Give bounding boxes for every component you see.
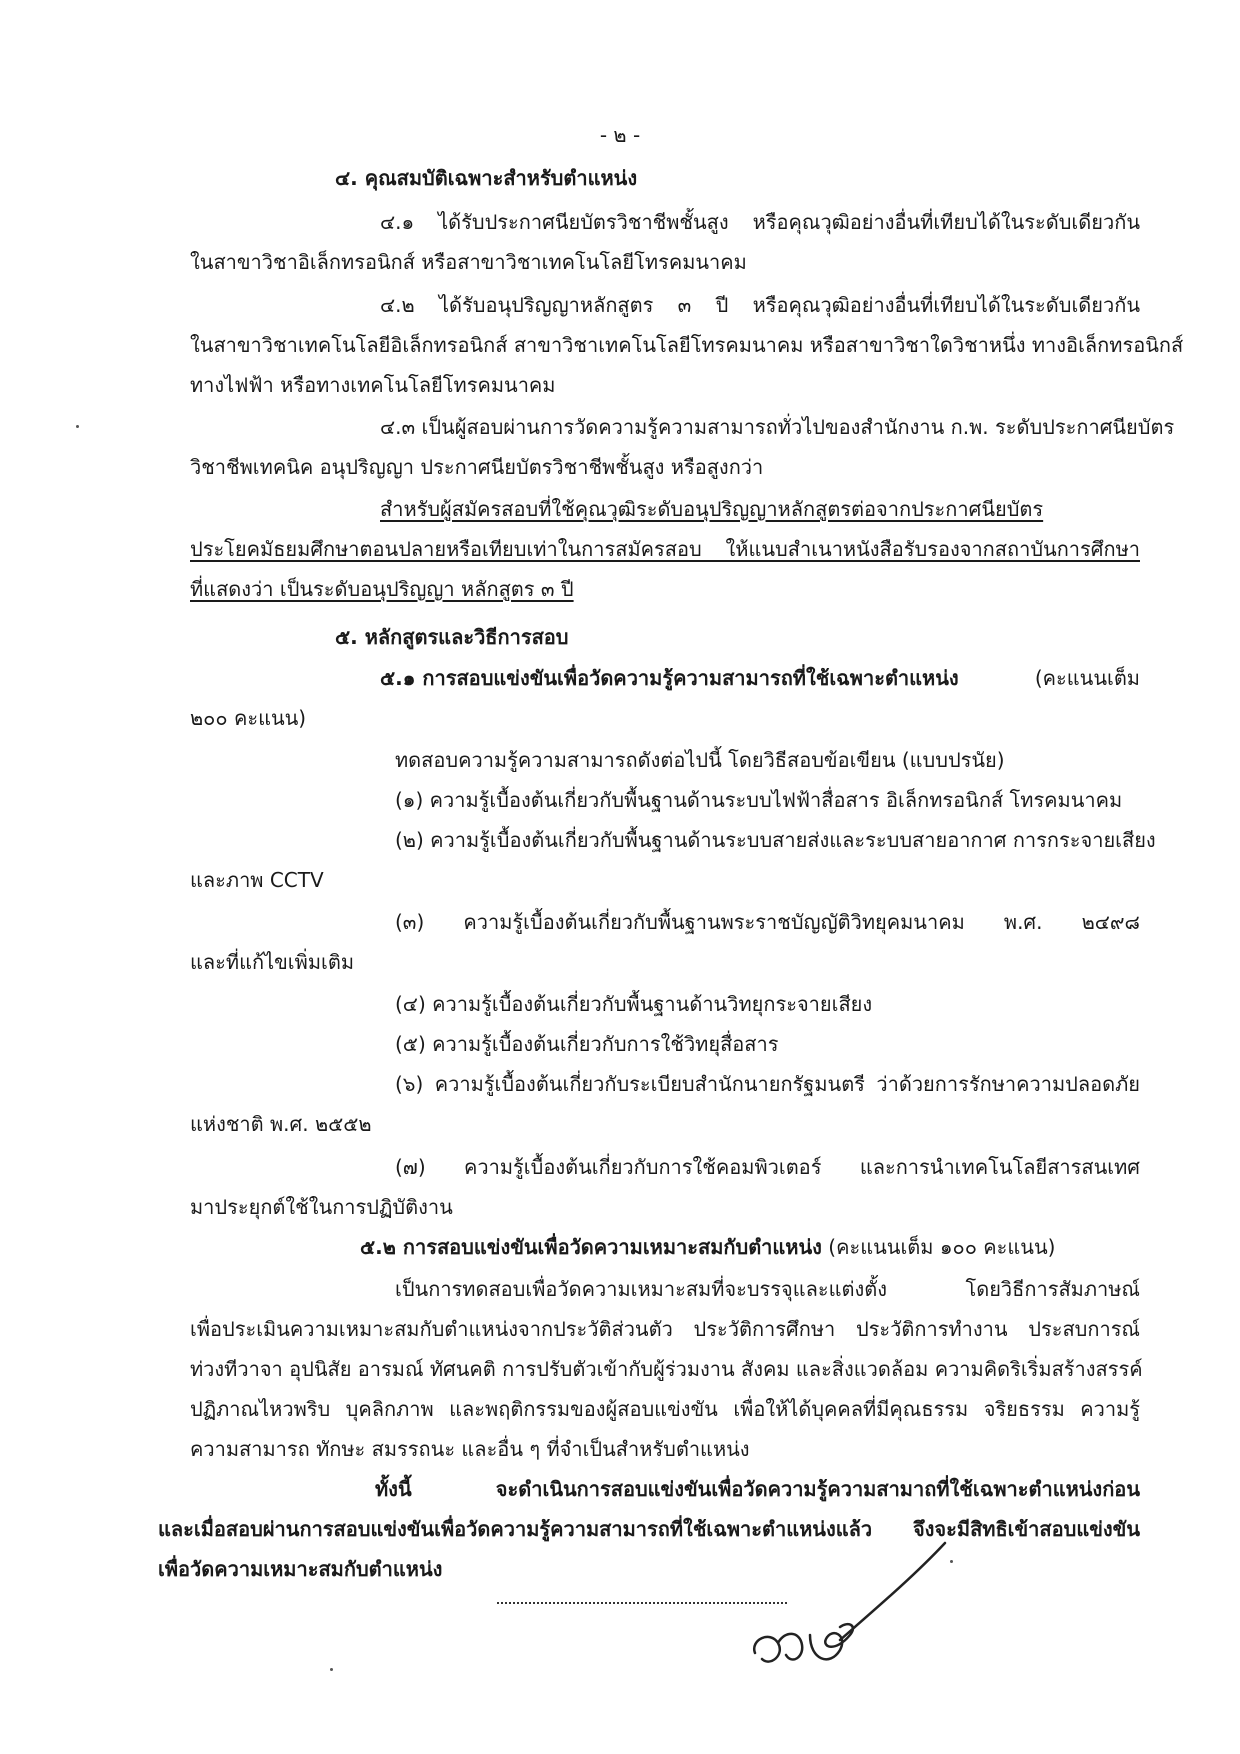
- topic-4: (๔) ความรู้เบื้องต้นเกี่ยวกับพื้นฐานด้านวิทยุกระจายเสียง: [395, 992, 873, 1016]
- section-4-2-line-1: ๔.๒ ได้รับอนุปริญญาหลักสูตร ๓ ปี หรือคุณวุฒิอย่างอื่นที่เทียบได้ในระดับเดียวกัน: [380, 293, 1140, 317]
- closing-line-1: ทั้งนี้ จะดำเนินการสอบแข่งขันเพื่อวัดความรู้ความสามาถที่ใช้เฉพาะตำแหน่งก่อน: [375, 1477, 1140, 1501]
- topic-6-line-2: แห่งชาติ พ.ศ. ๒๕๕๒: [190, 1112, 372, 1136]
- section-4-note-line-2: ประโยคมัธยมศึกษาตอนปลายหรือเทียบเท่าในการสมัครสอบ ให้แนบสำเนาหนังสือรับรองจากสถาบันการศึกษา: [190, 537, 1140, 561]
- section-4-3-line-1: ๔.๓ เป็นผู้สอบผ่านการวัดความรู้ความสามารถทั่วไปของสำนักงาน ก.พ. ระดับประกาศนียบัตร: [380, 415, 1175, 439]
- topic-3-line-1: (๓) ความรู้เบื้องต้นเกี่ยวกับพื้นฐานพระราชบัญญัติวิทยุคมนาคม พ.ศ. ๒๔๙๘: [395, 910, 1140, 934]
- topic-7-line-2: มาประยุกต์ใช้ในการปฏิบัติงาน: [190, 1195, 453, 1219]
- section-5-1-intro: ทดสอบความรู้ความสามารถดังต่อไปนี้ โดยวิธีสอบข้อเขียน (แบบปรนัย): [395, 748, 1005, 772]
- section-4-2-line-2: ในสาขาวิชาเทคโนโลยีอิเล็กทรอนิกส์ สาขาวิชาเทคโนโลยีโทรคมนาคม หรือสาขาวิชาใดวิชาหนึ่ง ทางอิเล็กทรอนิกส์: [190, 333, 1184, 357]
- section-4-note-line-1: สำหรับผู้สมัครสอบที่ใช้คุณวุฒิระดับอนุปริญญาหลักสูตรต่อจากประกาศนียบัตร: [380, 497, 1044, 521]
- section-5-2-title-row: [360, 1232, 1055, 1262]
- scan-speck: [330, 1668, 333, 1671]
- section-5-2-score: (คะแนนเต็ม ๑๐๐ คะแนน): [828, 1235, 1056, 1259]
- topic-2-line-2: และภาพ CCTV: [190, 868, 324, 892]
- handwritten-signature: [740, 1535, 960, 1685]
- scan-speck: [950, 1560, 953, 1563]
- section-5-2-para-line-2: เพื่อประเมินความเหมาะสมกับตำแหน่งจากประวัติส่วนตัว ประวัติการศึกษา ประวัติการทำงาน ประสบการณ์: [190, 1317, 1140, 1341]
- topic-7-line-1: (๗) ความรู้เบื้องต้นเกี่ยวกับการใช้คอมพิวเตอร์ และการนำเทคโนโลยีสารสนเทศ: [395, 1155, 1140, 1179]
- section-5-2-para-line-1: เป็นการทดสอบเพื่อวัดความเหมาะสมที่จะบรรจุและแต่งตั้ง โดยวิธีการสัมภาษณ์: [395, 1277, 1140, 1301]
- section-5-heading: ๕. หลักสูตรและวิธีการสอบ: [335, 625, 569, 649]
- section-5-1-title: ๕.๑ การสอบแข่งขันเพื่อวัดความรู้ความสามารถที่ใช้เฉพาะตำแหน่ง: [380, 666, 959, 690]
- section-5-2-title: ๕.๒ การสอบแข่งขันเพื่อวัดความเหมาะสมกับตำแหน่ง: [360, 1235, 822, 1259]
- closing-line-2: และเมื่อสอบผ่านการสอบแข่งขันเพื่อวัดความรู้ความสามารถที่ใช้เฉพาะตำแหน่งแล้ว จึงจะมีสิทธิเข้าสอบแข่งขัน: [158, 1517, 1140, 1541]
- section-5-1-score-a: (คะแนนเต็ม: [1034, 666, 1140, 690]
- topic-5: (๕) ความรู้เบื้องต้นเกี่ยวกับการใช้วิทยุสื่อสาร: [395, 1032, 779, 1056]
- section-4-1-line-1: ๔.๑ ได้รับประกาศนียบัตรวิชาชีพชั้นสูง หรือคุณวุฒิอย่างอื่นที่เทียบได้ในระดับเดียวกัน: [380, 210, 1140, 234]
- section-5-1-title-row: [380, 663, 1140, 693]
- section-4-3-line-2: วิชาชีพเทคนิค อนุปริญญา ประกาศนียบัตรวิชาชีพชั้นสูง หรือสูงกว่า: [190, 455, 764, 479]
- topic-6-line-1: (๖) ความรู้เบื้องต้นเกี่ยวกับระเบียบสำนักนายกรัฐมนตรี ว่าด้วยการรักษาความปลอดภัย: [395, 1072, 1140, 1096]
- topic-1: (๑) ความรู้เบื้องต้นเกี่ยวกับพื้นฐานด้านระบบไฟฟ้าสื่อสาร อิเล็กทรอนิกส์ โทรคมนาคม: [395, 788, 1123, 812]
- section-5-2-para-line-4: ปฏิภาณไหวพริบ บุคลิกภาพ และพฤติกรรมของผู้สอบแข่งขัน เพื่อให้ได้บุคคลที่มีคุณธรรม จริยธรรม ความรู้: [190, 1397, 1140, 1421]
- page-number: - ๒ -: [599, 123, 641, 147]
- topic-3-line-2: และที่แก้ไขเพิ่มเติม: [190, 950, 355, 974]
- section-4-note-line-3: ที่แสดงว่า เป็นระดับอนุปริญญา หลักสูตร ๓ ปี: [190, 577, 574, 601]
- closing-line-3: เพื่อวัดความเหมาะสมกับตำแหน่ง: [158, 1557, 443, 1581]
- section-5-2-para-line-3: ท่วงทีวาจา อุปนิสัย อารมณ์ ทัศนคติ การปรับตัวเข้ากับผู้ร่วมงาน สังคม และสิ่งแวดล้อม ความคิดริเริ่มสร้างสรรค์: [190, 1357, 1143, 1381]
- section-5-2-para-line-5: ความสามารถ ทักษะ สมรรถนะ และอื่น ๆ ที่จำเป็นสำหรับตำแหน่ง: [190, 1437, 750, 1461]
- section-4-heading: ๔. คุณสมบัติเฉพาะสำหรับตำแหน่ง: [335, 166, 638, 190]
- section-4-1-line-2: ในสาขาวิชาอิเล็กทรอนิกส์ หรือสาขาวิชาเทคโนโลยีโทรคมนาคม: [190, 250, 747, 274]
- topic-2-line-1: (๒) ความรู้เบื้องต้นเกี่ยวกับพื้นฐานด้านระบบสายส่งและระบบสายอากาศ การกระจายเสียง: [395, 828, 1156, 852]
- scan-speck: [76, 425, 79, 428]
- section-4-2-line-3: ทางไฟฟ้า หรือทางเทคโนโลยีโทรคมนาคม: [190, 373, 556, 397]
- section-5-1-score-b: ๒๐๐ คะแนน): [190, 706, 307, 730]
